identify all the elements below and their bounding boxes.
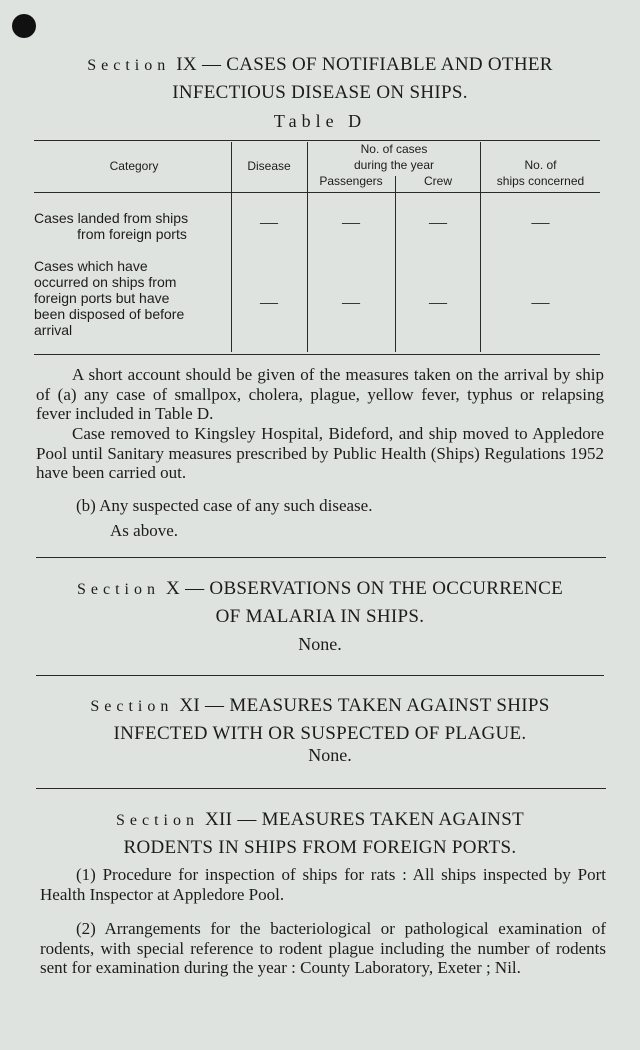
header-ships-line1: No. of bbox=[524, 158, 557, 172]
section-10-title-line2: OF MALARIA IN SHIPS. bbox=[215, 606, 425, 627]
row2-category-line2: occurred on ships from bbox=[34, 274, 177, 290]
row1-passengers: — bbox=[342, 212, 360, 232]
row1-crew: — bbox=[429, 212, 447, 232]
table-row bbox=[34, 210, 230, 242]
punch-hole bbox=[12, 14, 36, 38]
section-12-heading bbox=[30, 806, 610, 861]
row2-category-line1: Cases which have bbox=[34, 258, 148, 274]
header-cases-line2: during the year bbox=[353, 158, 435, 172]
header-ships bbox=[481, 157, 600, 189]
row2-category-line4: been disposed of before bbox=[34, 306, 185, 322]
header-category: Category bbox=[109, 159, 159, 173]
divider-rule bbox=[36, 788, 606, 789]
table-title: Table D bbox=[273, 111, 367, 131]
account-paragraph-4: As above. bbox=[110, 521, 178, 540]
row1-ships: — bbox=[531, 212, 550, 232]
section-12-word: Section bbox=[116, 812, 199, 829]
row1-category-line2: from foreign ports bbox=[77, 226, 187, 242]
account-paragraph-2: Case removed to Kingsley Hospital, Bideford, and ship moved to Appledore Pool until Sanitary measures prescribed by Public Health (Ships) Regulations 1952 have been carried out. bbox=[36, 424, 604, 482]
table-header-rule bbox=[34, 192, 600, 193]
header-disease: Disease bbox=[247, 159, 291, 173]
header-cases-line1: No. of cases bbox=[360, 142, 428, 156]
section-9-title-line1: IX — CASES OF NOTIFIABLE AND OTHER bbox=[176, 54, 553, 75]
header-cases-group bbox=[308, 141, 480, 173]
row2-passengers: — bbox=[342, 292, 360, 312]
account-paragraph-1: A short account should be given of the measures taken on the arrival by ship of (a) any case of smallpox, cholera, plague, yellow fever, typhus or relapsing fever included in Table D. bbox=[36, 365, 604, 423]
row2-ships: — bbox=[531, 292, 550, 312]
section-12-paragraph-2: (2) Arrangements for the bacteriological or pathological examination of rodents, with special reference to rodent plague including the number of rodents sent for examination during the year : County Laboratory, Exeter ; Nil. bbox=[40, 919, 606, 977]
section-9-word: Section bbox=[87, 57, 171, 74]
header-ships-line2: ships concerned bbox=[496, 174, 585, 188]
section-10-word: Section bbox=[77, 581, 160, 598]
section-9-title-line2: INFECTIOUS DISEASE ON SHIPS. bbox=[172, 82, 468, 103]
table-row bbox=[34, 258, 230, 338]
header-passengers: Passengers bbox=[319, 174, 383, 188]
table-col-divider bbox=[395, 176, 396, 352]
header-crew: Crew bbox=[423, 174, 452, 188]
section-11-heading bbox=[30, 692, 610, 747]
section-10-heading bbox=[30, 575, 610, 630]
section-12-title-line2: RODENTS IN SHIPS FROM FOREIGN PORTS. bbox=[123, 837, 517, 858]
section-12-paragraph-1: (1) Procedure for inspection of ships for rats : All ships inspected by Port Health Inspector at Appledore Pool. bbox=[40, 865, 606, 904]
table-d bbox=[34, 140, 600, 356]
row2-category-line5: arrival bbox=[34, 322, 73, 338]
section-11-title-line1: XI — MEASURES TAKEN AGAINST SHIPS bbox=[179, 695, 550, 716]
divider-rule bbox=[36, 557, 606, 558]
account-paragraph-3: (b) Any suspected case of any such disease. bbox=[76, 496, 373, 515]
table-bottom-rule bbox=[34, 354, 600, 355]
section-10-answer: None. bbox=[298, 634, 342, 654]
section-11-answer: None. bbox=[308, 745, 352, 765]
row2-crew: — bbox=[429, 292, 447, 312]
row2-category-line3: foreign ports but have bbox=[34, 290, 170, 306]
section-11-word: Section bbox=[90, 698, 174, 715]
section-9-heading bbox=[30, 51, 610, 106]
row2-disease: — bbox=[260, 292, 278, 312]
row1-disease: — bbox=[260, 212, 278, 232]
divider-rule bbox=[36, 675, 604, 676]
section-10-title-line1: X — OBSERVATIONS ON THE OCCURRENCE bbox=[166, 578, 563, 599]
row1-category-line1: Cases landed from ships bbox=[34, 210, 189, 226]
section-12-title-line1: XII — MEASURES TAKEN AGAINST bbox=[205, 809, 524, 830]
section-11-title-line2: INFECTED WITH OR SUSPECTED OF PLAGUE. bbox=[113, 723, 527, 744]
